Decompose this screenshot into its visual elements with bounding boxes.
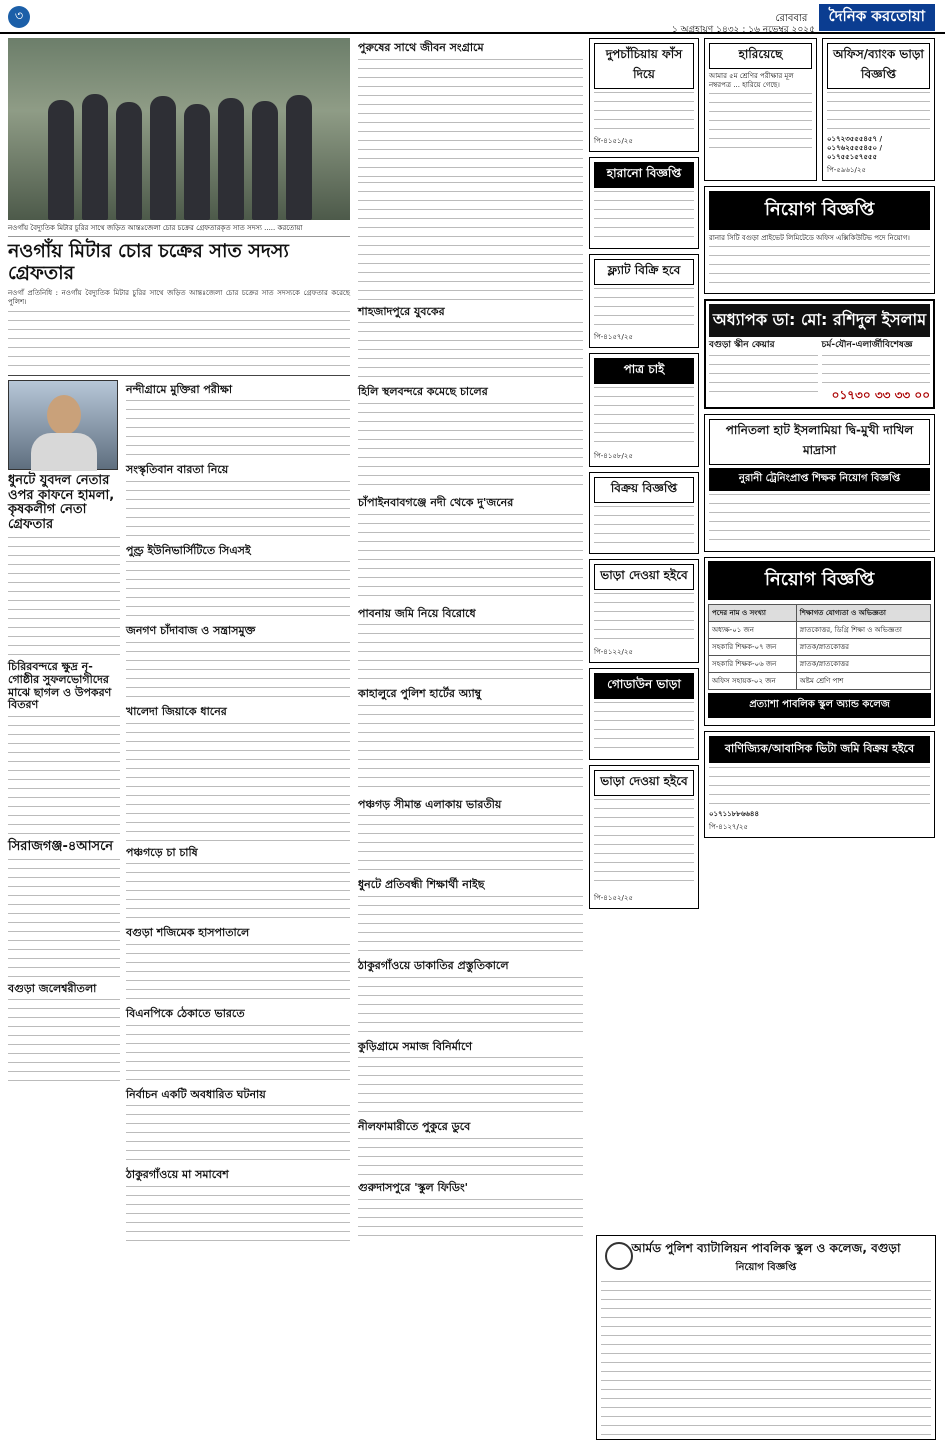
doctor-name: অধ্যাপক ডা: মো: রশিদুল ইসলাম [709,304,930,337]
ad-title: ফ্ল্যাট বিক্রি হবে [594,259,694,285]
article-body [126,944,350,1004]
figure [150,96,176,220]
ad-office-rent [822,38,935,181]
table-row [709,638,931,655]
ad-land-sale [704,731,935,838]
ad-flat-sale [589,254,699,348]
school-banner: প্রত্যাশা পাবলিক স্কুল অ্যান্ড কলেজ [708,693,931,718]
ad-title: হারানো বিজ্ঞপ্তি [594,162,694,188]
ad-code: পি-৪১৫২/২৫ [594,894,633,902]
ad-lost [704,38,817,181]
ad-title: আর্মড পুলিশ ব্যাটালিয়ন পাবলিক স্কুল ও কলেজ, বগুড়া [631,1241,901,1255]
ad-text: আমার ৫ম শ্রেণির পরীক্ষার মূল নম্বরপত্র ... হারিয়ে গেছে। [709,72,794,90]
left-subcolumn [8,380,120,1249]
story-headline: বগুড়া শজিমেক হাসপাতালে [126,926,250,940]
ad-title: পানিতলা হাট ইসলামিয়া দ্বি-মুখী দাখিল মাদ্রাসা [709,419,930,465]
ad-title: হারিয়েছে [709,43,812,69]
story-headline: শাহজাদপুরে যুবকের [358,304,445,318]
article-body [358,1138,583,1178]
story-headline: ধুনটে যুবদল নেতার ওপর কাফনে হামলা, কৃষকলীগ নেতা গ্রেফতার [8,472,115,533]
ad-code: পি-৪১২২/২৫ [594,648,633,656]
ad-body [709,767,930,807]
ad-title: অফিস/ব্যাংক ভাড়া বিজ্ঞপ্তি [827,43,930,89]
ad-job-2 [704,557,935,726]
article-body [358,59,583,179]
article-body [8,999,120,1089]
ad-doctor [704,299,935,408]
ad-banner: বাণিজ্যিক/আবাসিক ভিটা জমি বিক্রয় হইবে [709,736,930,763]
cell: স্নাতক/স্নাতকোত্তর [796,655,930,672]
article-body [126,1025,350,1085]
cell: সহকারি শিক্ষক-০৭ জন [709,638,797,655]
article-body [8,716,120,836]
story-headline: সিরাজগঞ্জ-৪আসনে [8,838,114,854]
story-headline: পুরুষের সাথে জীবন সংগ্রামে [358,41,484,54]
ad-subtitle: নুরানী ট্রেনিংপ্রাপ্ত শিক্ষক নিয়োগ বিজ্ঞপ্তি [709,468,930,491]
figure [48,100,74,220]
ad-body [594,191,694,241]
article-body [358,514,583,604]
ad-code: পি-৪১৫১/২৫ [594,137,633,145]
issue-date: ১ অগ্রহায়ণ ১৪৩২ : ১৬ নভেম্বর ২০২৫ [671,25,815,35]
figure [184,104,210,220]
figure [252,101,278,220]
lead-headline: নওগাঁয় মিটার চোর চক্রের সাত সদস্য গ্রেফতার [8,240,289,284]
cell: অফিস সহায়ক-০২ জন [709,672,797,689]
ad-body [594,593,694,643]
figure [116,102,142,220]
article-body [358,705,583,795]
story-headline: খালেদা জিয়াকে ধানের [126,705,227,719]
article-body [358,1199,583,1239]
ad-title: পাত্র চাই [594,358,694,384]
cell: অষ্টম শ্রেণি পাশ [796,672,930,689]
article-body [8,859,120,979]
doctor-chamber [709,340,818,403]
story-headline: নির্বাচন একটি অবধারিত ঘটনায় [126,1087,266,1101]
page-number-badge: ৩ [8,6,30,28]
lead-text: নওগাঁ প্রতিনিধি : নওগাঁয় বৈদ্যুতিক মিটার চুরির সাথে জড়িত আন্তঃজেলা চোর চক্রের সাত সদস্যকে গ্রেফতার করেছে পুলিশ। [8,288,350,307]
article-body [358,403,583,493]
ad-banner: নিয়োগ বিজ্ঞপ্তি [708,561,931,600]
article-body [358,977,583,1037]
ad-job-1 [704,186,935,294]
cell: সহকারি শিক্ষক-০৬ জন [709,655,797,672]
ad-rent-1 [589,559,699,663]
ad-bride-wanted [589,353,699,467]
ad-body [594,92,694,132]
ad-body [594,288,694,328]
story-headline: ঠাকুরগাঁওয়ে ডাকাতির প্রস্তুতিকালে [358,959,509,973]
article-body [126,1105,350,1165]
article-body [126,863,350,923]
story-headline: পঞ্চগড়ে চা চাষি [126,845,198,859]
table-row [709,621,931,638]
ad-body [827,92,930,132]
article-body [8,311,350,371]
ad-body [594,506,694,546]
article-body [8,537,120,657]
article-body [358,896,583,956]
doctor-details [709,340,930,403]
story-headline: বিএনপিকে ঠেকাতে ভারতে [126,1007,245,1021]
ad-dupchanchia [589,38,699,152]
ad-title: দুপচাঁচিয়ায় ফাঁস দিয়ে [594,43,694,89]
ad-code: পি-৫৯৬১/২৫ [827,166,866,175]
ad-title: গোডাউন ভাড়া [594,673,694,699]
story-headline: পাবনায় জমি নিয়ে বিরোধে [358,606,476,620]
big-ads-column [704,38,935,914]
ad-sale-notice [589,472,699,554]
table-header: শিক্ষাগত যোগ্যতা ও অভিজ্ঞতা [796,604,930,621]
masthead [0,0,945,34]
article-body [358,624,583,684]
article-body [126,723,350,843]
article-body [126,400,350,460]
ad-title: ভাড়া দেওয়া হইবে [594,564,694,590]
ad-body [709,494,930,544]
ad-body [709,355,818,395]
ad-body [709,93,812,153]
story-headline: পঞ্চগড় সীমান্ত এলাকায় ভারতীয় [358,797,502,811]
cell: স্নাতকোত্তর, ডিগ্রি শিক্ষা ও অভিজ্ঞতা [796,621,930,638]
doctor-spec [822,340,931,403]
article-body [126,642,350,702]
ad-code: পি-৪১৫৮/২৫ [594,452,633,460]
right-top-row [589,38,935,914]
story-headline: হিলি স্থলবন্দরে কমেছে চালের [358,385,488,399]
ad-subtitle: নিয়োগ বিজ্ঞপ্তি [735,1262,797,1273]
column-left [8,38,350,1249]
story-headline: নীলফামারীতে পুকুরে ডুবে [358,1120,471,1134]
divider [8,375,350,376]
cell: অধ্যক্ষ-০১ জন [709,621,797,638]
top-ads-row [704,38,935,186]
article-body [358,322,583,382]
article-body [126,1186,350,1246]
article-body [126,481,350,541]
story-headline: চাঁপাইনবাবগঞ্জে নদী থেকে দু'জনের [358,495,514,509]
article-body [126,561,350,621]
story-headline: চিরিরবন্দরে ক্ষুদ্র নৃ-গোষ্ঠীর সুফলভোগীদের মাঝে ছাগল ও উপকরণ বিতরণ [8,660,112,712]
ad-body [709,246,930,286]
figure [82,94,108,220]
figure [286,95,312,220]
story-headline: নন্দীগ্রামে মুক্তিরা পরীক্ষা [126,382,233,396]
story-headline: সংস্কৃতিবান বারতা নিয়ে [126,463,229,477]
story-headline: কাহালুরে পুলিশ হার্টের অ্যাম্বু [358,687,482,701]
right-subcolumn [126,380,350,1249]
ad-body [822,355,931,385]
ad-madrasa [704,414,935,552]
photo-caption: নওগাঁয় বৈদ্যুতিক মিটার চুরির সাথে জড়িত আন্তঃজেলা চোর চক্রের গ্রেফতারকৃত সাত সদস্য ..... করতোয়া [8,222,350,237]
story-headline: ধুনটে প্রতিবন্ধী শিক্ষার্থী নাইছ [358,878,485,892]
ad-title: ভাড়া দেওয়া হইবে [594,770,694,796]
ad-text: রানার সিটি বগুড়া প্রাইভেট লিমিটেডে অফিস এক্সিকিউটিভ পদে নিয়োগ। [709,234,910,243]
article-body [358,1057,583,1117]
table-header: পদের নাম ও সংখ্যা [709,604,797,621]
ad-lost-notice [589,157,699,249]
cell: স্নাতক/স্নাতকোত্তর [796,638,930,655]
classified-column [589,38,699,914]
ad-police-school [596,1235,936,1440]
ad-code: পি-৪১৫৭/২৫ [594,333,633,341]
ad-phones: ০১৭২৩৫৫৫৪৫৭ / ০১৭৬২৫৫৫৪৫০ / ০১৭৫৫১৫৭৫৫৫ [827,135,883,162]
chamber-name: বগুড়া স্কীন কেয়ার [709,340,775,351]
ad-godown [589,668,699,760]
figure [218,98,244,220]
article-body [358,182,583,302]
lower-left-split [8,380,350,1249]
doctor-phones: ০১৭৩০ ৩৩ ৩৩ ০০ [831,388,930,403]
specialty: চর্ম-যৌন-এলার্জীবিশেষজ্ঞ [821,340,913,351]
paper-name: দৈনিক করতোয়া [819,4,935,31]
news-photo-arrested [8,38,350,220]
article-body [358,815,583,875]
ad-code: পি-৪১২৭/২৫ [709,822,748,831]
ad-phones: ০১৭১১৮৮৬৬৪৪ [709,809,760,818]
story-headline: কুড়িগ্রামে সমাজ বিনির্মাণে [358,1039,473,1053]
table-row [709,672,931,689]
ad-rent-2 [589,765,699,909]
ad-body [594,387,694,447]
ad-banner: নিয়োগ বিজ্ঞপ্তি [709,191,930,230]
column-right [589,38,935,914]
job-table [708,604,931,690]
portrait-photo [8,380,118,470]
story-headline: জনগণ চাঁদাবাজ ও সন্ত্রাসমুক্ত [126,624,256,638]
ad-body [601,1281,931,1441]
ad-body [594,799,694,889]
weekday: রোববার [775,13,808,24]
story-headline: ঠাকুরগাঁওয়ে মা সমাবেশ [126,1168,229,1182]
table-row [709,655,931,672]
ad-title: বিক্রয় বিজ্ঞপ্তি [594,477,694,503]
school-seal-icon [605,1242,633,1270]
story-headline: পুণ্ড্র ইউনিভার্সিটিতে সিএসই [126,543,251,557]
column-middle-news [358,38,583,1242]
story-headline: বগুড়া জলেশ্বরীতলা [8,981,97,995]
ad-body [594,702,694,752]
story-headline: গুরুদাসপুরে 'স্কুল ফিডিং' [358,1181,469,1195]
